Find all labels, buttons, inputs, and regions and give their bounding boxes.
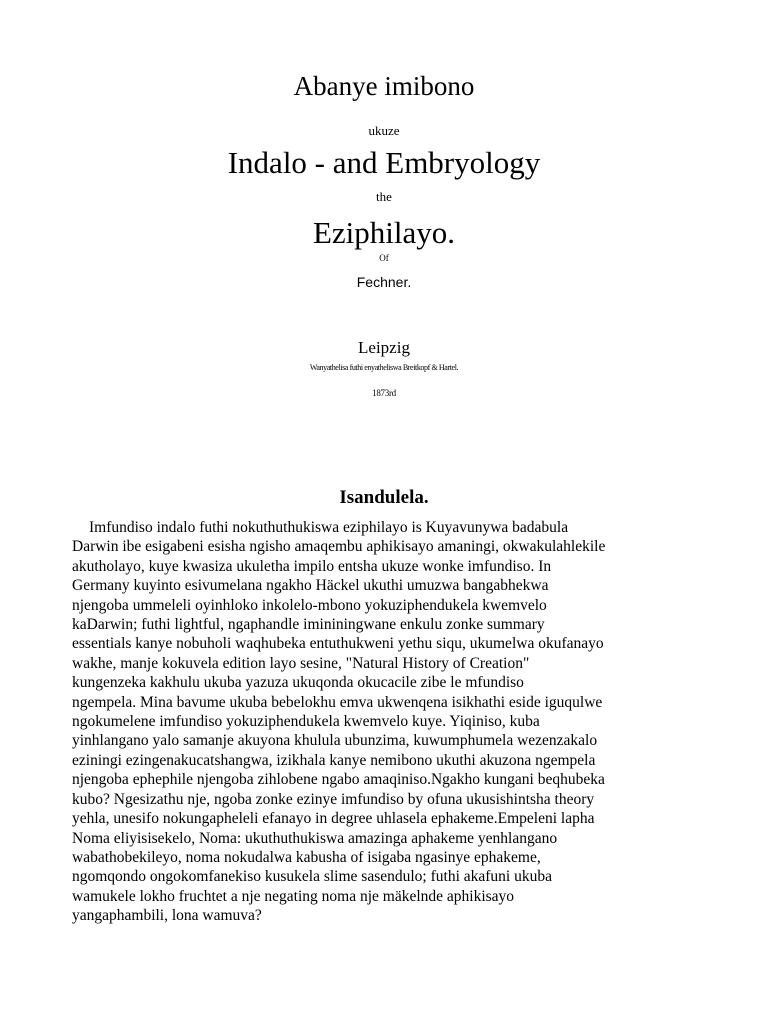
paragraph-line: ngomqondo ongokomfanekiso kusukela slime sasendulo; futhi akafuni ukuba <box>72 868 552 886</box>
connector-word-of: Of <box>379 253 389 263</box>
book-subtitle: Indalo - and Embryology <box>227 145 541 180</box>
connector-word-the: the <box>376 189 392 204</box>
publication-city: Leipzig <box>358 338 410 357</box>
paragraph-line: yinhlangano yalo samanje akuyona khulula ubunzima, kuwumphumela wezenzakalo <box>72 732 598 750</box>
paragraph-line: ngokumelene imfundiso yokuziphendukela kwemvelo kuye. Yiqiniso, kuba <box>72 713 540 731</box>
paragraph-line: Darwin ibe esigabeni esisha ngisho amaqembu aphikisayo amaningi, okwakulahlekile <box>72 538 606 556</box>
paragraph-line: wabathobekileyo, noma nokudalwa kabusha of isigaba ngasinye ephakeme, <box>72 848 541 866</box>
connector-word-ukuze: ukuze <box>368 123 400 138</box>
book-title: Abanye imibono <box>293 71 475 101</box>
publication-year: 1873rd <box>372 388 396 398</box>
paragraph-line: eziningi ezingenakucatshangwa, izikhala kanye nemibono ukuthi akuzona ngempela <box>72 751 596 769</box>
paragraph-line: yangaphambili, lona wamuva? <box>72 907 262 925</box>
preface-heading: Isandulela. <box>339 487 429 508</box>
paragraph-line: wamukele lokho fruchtet a nje negating noma nje mäkelnde aphikisayo <box>72 887 515 905</box>
paragraph-line: Germany kuyinto esivumelana ngakho Häckel ukuthi umuzwa bangabhekwa <box>72 577 549 595</box>
preface-paragraph <box>72 518 712 926</box>
paragraph-line: ngempela. Mina bavume ukuba bebelokhu emva ukwenqena isikhathi eside iguqulwe <box>72 693 603 711</box>
paragraph-line: yehla, unesifo nokungapheleli efanayo in degree uhlasela ephakeme.Empeleni lapha <box>72 810 595 828</box>
paragraph-line: kubo? Ngesizathu nje, ngoba zonke ezinye imfundiso by ofuna ukusishintsha theory <box>72 790 595 808</box>
publisher-line: Wanyathelisa futhi enyatheliswa Breitkopf & Hartel. <box>309 363 459 372</box>
paragraph-line: njengoba ephephile njengoba zihlobene ngabo amaqiniso.Ngakho kungani beqhubeka <box>72 771 605 789</box>
paragraph-line: kungenzeka kakhulu ukuba yazuza ukuqonda okucacile zibe le mfundiso <box>72 674 524 692</box>
book-subject: Eziphilayo. <box>312 215 456 250</box>
paragraph-line: kaDarwin; futhi lightful, ngaphandle imininingwane enkulu zonke summary <box>72 616 545 634</box>
paragraph-line: Imfundiso indalo futhi nokuthuthukiswa eziphilayo is Kuyavunywa badabula <box>89 519 569 536</box>
paragraph-line: Noma eliyisisekelo, Noma: ukuthuthukiswa amazinga aphakeme yenhlangano <box>72 829 558 847</box>
paragraph-line: wakhe, manje kokuvela edition layo sesine, "Natural History of Creation" <box>72 654 530 672</box>
paragraph-line: akutholayo, kuye kwasiza ukuletha impilo entsha ukuze wonke imfundiso. In <box>72 557 552 575</box>
paragraph-line: njengoba ummeleli oyinhloko inkolelo-mbono yokuziphendukela kwemvelo <box>72 596 547 614</box>
author-name: Fechner. <box>356 274 412 290</box>
paragraph-line: essentials kanye nobuholi waqhubeka entuthukweni yethu siqu, ukumelwa okufanayo <box>72 635 604 653</box>
